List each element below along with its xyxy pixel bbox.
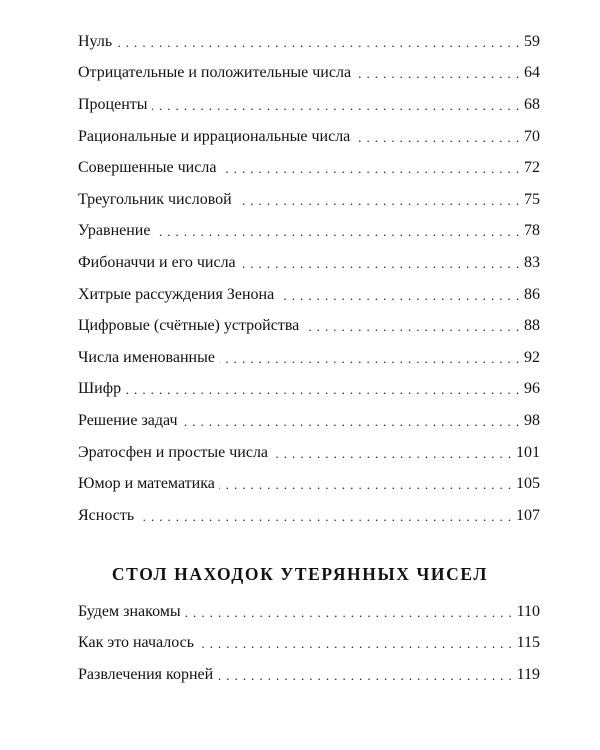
- dot-leader: [354, 127, 520, 147]
- toc-entry-page: 70: [524, 127, 540, 145]
- toc-entry-title: Треугольник числовой: [78, 190, 232, 208]
- toc-entry-page: 105: [516, 475, 540, 493]
- toc-entry: [78, 596, 540, 628]
- toc-entry: [78, 405, 540, 437]
- toc-entry-page: 119: [516, 665, 540, 683]
- dot-leader: [355, 63, 520, 83]
- dot-leader: [138, 506, 512, 526]
- dot-leader: [220, 158, 520, 178]
- toc-entry: [78, 628, 540, 660]
- toc-entry-title: Уравнение: [78, 222, 151, 240]
- toc-entry-page: 68: [524, 95, 540, 113]
- toc-entry-title: Числа именованные: [78, 348, 215, 366]
- toc-entry-title: Фибоначчи и его числа: [78, 253, 236, 271]
- section-heading: СТОЛ НАХОДОК УТЕРЯННЫХ ЧИСЕЛ: [111, 564, 489, 584]
- toc-entry: [78, 374, 540, 406]
- toc-entry-page: 96: [524, 380, 540, 398]
- toc-entry: [78, 89, 540, 121]
- dot-leader: [152, 95, 520, 115]
- toc-entry-page: 86: [524, 285, 540, 303]
- toc-entry-page: 92: [524, 348, 540, 366]
- dot-leader: [303, 316, 520, 336]
- toc-entry-page: 72: [524, 159, 540, 177]
- toc-entry: [78, 659, 540, 691]
- dot-leader: [116, 32, 520, 52]
- dot-leader: [240, 253, 520, 273]
- dot-leader: [219, 348, 520, 368]
- dot-leader: [217, 665, 512, 685]
- table-of-contents: [78, 26, 540, 532]
- toc-entry-title: Хитрые рассуждения Зенона: [78, 285, 275, 303]
- toc-entry: [78, 279, 540, 311]
- toc-entry-title: Будем знакомы: [78, 602, 181, 620]
- toc-entry: [78, 58, 540, 90]
- dot-leader: [272, 443, 512, 463]
- toc-entry-page: 78: [524, 222, 540, 240]
- toc-entry-page: 107: [516, 506, 540, 524]
- toc-entry: [78, 310, 540, 342]
- toc-entry-page: 98: [524, 411, 540, 429]
- toc-entry-title: Шифр: [78, 380, 122, 398]
- dot-leader: [185, 602, 513, 622]
- toc-entry-page: 75: [524, 190, 540, 208]
- toc-entry: [78, 342, 540, 374]
- toc-entry: [78, 468, 540, 500]
- dot-leader: [154, 221, 520, 241]
- toc-entry-title: Рациональные и иррациональные числа: [78, 127, 351, 145]
- toc-entry-title: Решение задач: [78, 411, 178, 429]
- dot-leader: [236, 190, 520, 210]
- toc-entry-title: Проценты: [78, 95, 148, 113]
- toc-entry-title: Развлечения корней: [78, 665, 214, 683]
- toc-entry: [78, 121, 540, 153]
- toc-entry-page: 59: [524, 32, 540, 50]
- toc-entry-title: Юмор и математика: [78, 475, 215, 493]
- dot-leader: [182, 411, 520, 431]
- toc-entry-title: Эратосфен и простые числа: [78, 443, 269, 461]
- toc-entry-title: Цифровые (счётные) устройства: [78, 317, 300, 335]
- toc-entry-page: 110: [516, 602, 540, 620]
- toc-entry-title: Нуль: [78, 32, 113, 50]
- toc-entry: [78, 500, 540, 532]
- toc-entry: [78, 247, 540, 279]
- dot-leader: [125, 379, 520, 399]
- toc-entry-title: Как это началось: [78, 634, 195, 652]
- toc-entry: [78, 184, 540, 216]
- toc-entry: [78, 216, 540, 248]
- toc-entry-page: 88: [524, 317, 540, 335]
- toc-entry-page: 101: [516, 443, 540, 461]
- toc-entry-page: 83: [524, 253, 540, 271]
- dot-leader: [278, 285, 520, 305]
- section-table-of-contents: [78, 596, 540, 691]
- toc-entry-title: Совершенные числа: [78, 159, 217, 177]
- toc-entry: [78, 152, 540, 184]
- toc-entry-title: Ясность: [78, 506, 135, 524]
- toc-entry-page: 115: [516, 634, 540, 652]
- toc-entry: [78, 437, 540, 469]
- dot-leader: [198, 633, 513, 653]
- toc-entry-title: Отрицательные и положительные числа: [78, 64, 352, 82]
- toc-entry: [78, 26, 540, 58]
- dot-leader: [219, 474, 512, 494]
- toc-entry-page: 64: [524, 64, 540, 82]
